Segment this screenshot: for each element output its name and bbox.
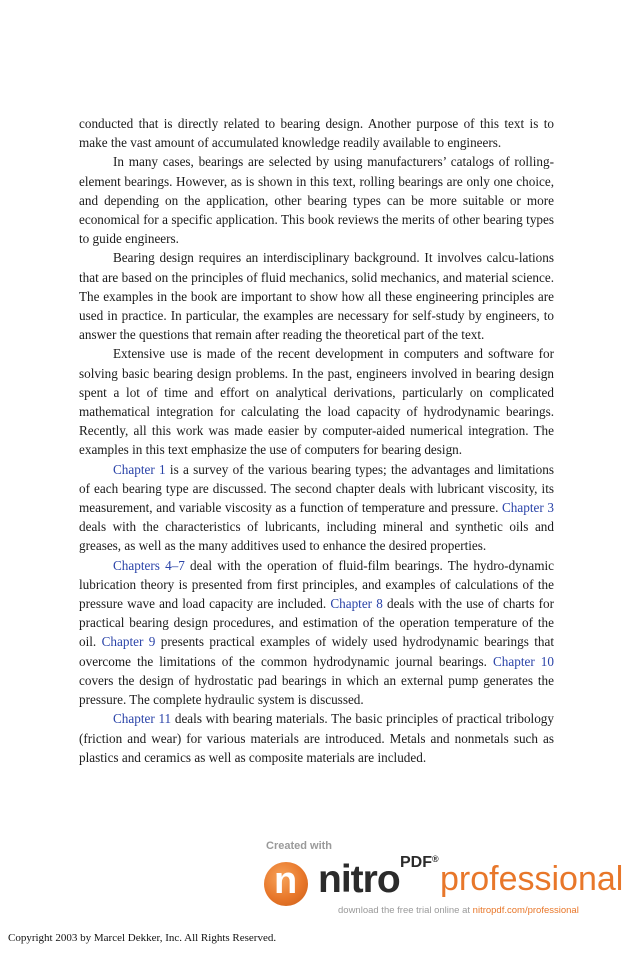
paragraph (79, 556, 554, 710)
chapter-link[interactable]: Chapter 3 (502, 500, 554, 516)
body-text (79, 114, 554, 767)
paragraph (79, 152, 554, 248)
copyright-notice: Copyright 2003 by Marcel Dekker, Inc. All Rights Reserved. (8, 932, 277, 944)
chapter-link[interactable]: Chapter 8 (330, 596, 383, 612)
watermark-pdf-label: PDF® (400, 854, 439, 871)
nitro-pdf-watermark (262, 840, 630, 920)
paragraph (79, 114, 554, 152)
watermark-brand: nitro (318, 858, 400, 901)
paragraph-text: deals with bearing materials. The basic principles of practical tribology (friction and wear) for various materials are introduced. Metals and nonmetals such as plastics and ceramics as well as composite materials are included. (79, 711, 554, 765)
watermark-download-url: nitropdf.com/professional (472, 905, 579, 916)
chapter-link[interactable]: Chapter 10 (492, 653, 554, 669)
nitro-logo-letter: n (274, 860, 298, 902)
watermark-download-note: download the free trial online at nitropdf.com/professional (338, 905, 579, 916)
paragraph (79, 248, 554, 344)
paragraph-text: In many cases, bearings are selected by using manufacturers’ catalogs of rolling-element bearings. However, as is shown in this text, rolling bearings are only one choice, and depending on the application, other bearing types can be more suitable or more economical for a specific application. This book reviews the merits of other bearing types to guide engineers. (79, 154, 554, 247)
chapter-link[interactable]: Chapter 1 (113, 461, 166, 477)
paragraph-text: Bearing design requires an interdisciplinary background. It involves calcu-lations that are based on the principles of fluid mechanics, solid mechanics, and material science. The examples in the book are important to show how all these engineering principles are used in practice. In particular, the examples are necessary for self-study by engineers, to answer the questions that remain after reading the theoretical part of the text. (79, 250, 554, 343)
watermark-created-with: Created with (266, 840, 333, 852)
paragraph-text: deal with the operation of fluid-film bearings. The hydro-dynamic lubrication theory is presented from first principles, and examples of calculations of the pressure wave and load capacity are included. (79, 557, 554, 612)
registered-mark: ® (432, 854, 439, 864)
chapter-link[interactable]: Chapters 4–7 (113, 557, 185, 573)
paragraph (79, 460, 554, 556)
chapter-link[interactable]: Chapter 9 (101, 634, 156, 650)
paragraph-text: Extensive use is made of the recent development in computers and software for solving basic bearing design problems. In the past, engineers involved in bearing design spent a lot of time and effort on analytical derivations, particularly on complicated mathematical integration for calculating the load capacity of hydrodynamic bearings. Recently, all this work was made easier by computer-aided numerical integration. The examples in this text emphasize the use of computers for bearing design. (79, 346, 554, 458)
paragraph-text: is a survey of the various bearing types; the advantages and limitations of each bearing type are discussed. The second chapter deals with lubricant viscosity, its measurement, and variable viscosity as a function of temperature and pressure. (79, 461, 555, 516)
watermark-product: professional (440, 860, 624, 898)
paragraph-text: deals with the characteristics of lubricants, including mineral and synthetic oils and greases, as well as the many additives used to enhance the desired properties. (79, 519, 554, 554)
paragraph-text: presents practical examples of widely used hydrodynamic bearings that overcome the limitations of the common hydrodynamic journal bearings. (79, 634, 554, 669)
chapter-link[interactable]: Chapter 11 (113, 711, 172, 727)
paragraph (79, 344, 554, 459)
paragraph-text: covers the design of hydrostatic pad bearings in which an external pump generates the pressure. The complete hydraulic system is discussed. (79, 672, 554, 708)
paragraph (79, 709, 554, 767)
paragraph-text: conducted that is directly related to bearing design. Another purpose of this text is to make the vast amount of accumulated knowledge readily available to engineers. (79, 116, 554, 151)
paragraph-text: deals with the use of charts for practical bearing design procedures, and estimation of the operation temperature of the oil. (79, 596, 554, 650)
